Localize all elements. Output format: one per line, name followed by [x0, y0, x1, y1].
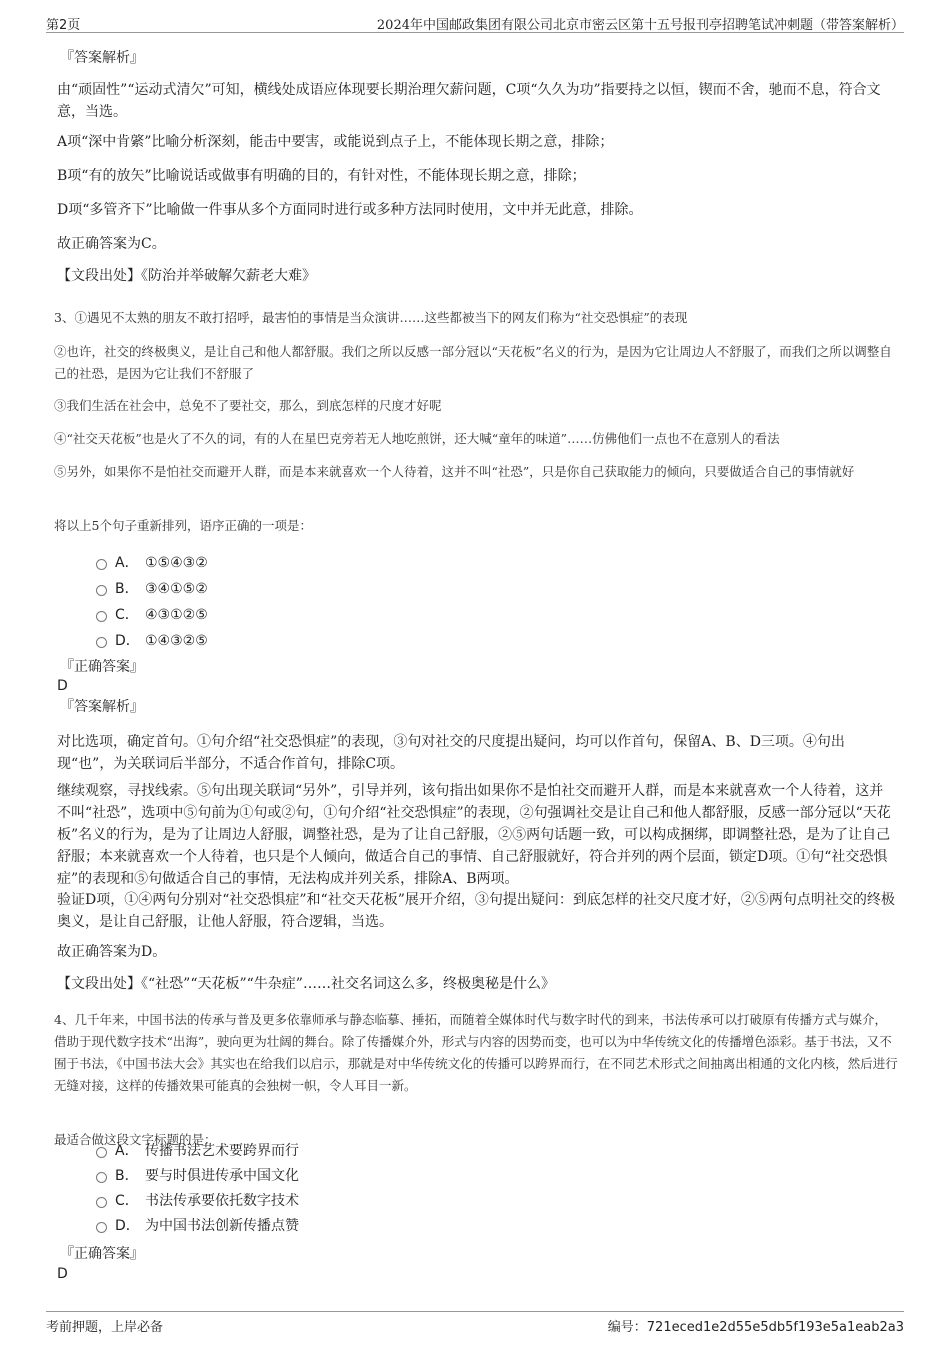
- page-header: [46, 12, 904, 33]
- question-sentence: ④“社交天花板”也是火了不久的词，有的人在星巴克旁若无人地吃煎饼，还大喊“童年的味道”……仿佛他们一点也不在意别人的看法: [54, 431, 780, 446]
- source-citation: 【文段出处】《防治并举破解欠薪老大难》: [57, 268, 316, 284]
- answer-statement: 故正确答案为D。: [57, 944, 167, 960]
- correct-answer-label: 『正确答案』: [60, 659, 144, 675]
- source-citation: 【文段出处】《“社恐”“天花板”“牛杂症”……社交名词这么多，终极奥秘是什么》: [57, 976, 555, 992]
- option-a[interactable]: A． 传播书法艺术要跨界而行: [96, 1141, 299, 1161]
- option-c[interactable]: C． ④③①②⑤: [96, 605, 208, 625]
- question-prompt: 将以上5个句子重新排列，语序正确的一项是：: [54, 518, 312, 533]
- analysis-paragraph: 由“顽固性”“运动式清欠”可知，横线处成语应体现要长期治理欠薪问题，C项“久久为功”指要持之以恒，锲而不舍，驰而不息，符合文意，当选。: [57, 82, 881, 120]
- radio-icon[interactable]: [96, 1197, 107, 1208]
- correct-answer-label: 『正确答案』: [60, 1246, 144, 1262]
- analysis-paragraph: D项“多管齐下”比喻做一件事从多个方面同时进行或多种方法同时使用，文中并无此意，排除。: [57, 202, 643, 218]
- option-b[interactable]: B． 要与时俱进传承中国文化: [96, 1166, 299, 1186]
- question-sentence: ②也许，社交的终极奥义，是让自己和他人都舒服。我们之所以反感一部分冠以“天花板”名义的行为，是因为它让周边人不舒服了，而我们之所以调整自己的社恐，是因为它让我们不舒服了: [54, 344, 892, 381]
- option-c[interactable]: C． 书法传承要依托数字技术: [96, 1191, 299, 1211]
- radio-icon[interactable]: [96, 637, 107, 648]
- correct-answer: D: [57, 1266, 68, 1282]
- footer-code: 编号：721eced1e2d55e5db5f193e5a1eab2a3: [607, 1320, 904, 1335]
- correct-answer: D: [57, 678, 68, 694]
- question-passage: 4、几千年来，中国书法的传承与普及更多依靠师承与静态临摹、捶拓，而随着全媒体时代与数字时代的到来，书法传承可以打破原有传播方式与媒介，借助于现代数字技术“出海”，驶向更为壮阔的舞台。除了传播媒介外，形式与内容的因势而变，也可以为中华传统文化的传播增色添彩。基于书法，又不囿于书法，《中国书法大会》其实也在给我们以启示，那就是对中华传统文化的传播可以跨界而行，在不同艺术形式之间抽离出相通的文化内核，然后进行无缝对接，这样的传播效果可能真的会独树一帜，令人耳目一新。: [54, 1012, 898, 1093]
- page-number: 第2页: [46, 18, 81, 33]
- question-sentence: ⑤另外，如果你不是怕社交而避开人群，而是本来就喜欢一个人待着，这并不叫“社恐”，只是你自己获取能力的倾向，只要做适合自己的事情就好: [54, 464, 855, 479]
- analysis-label: 『答案解析』: [60, 699, 144, 715]
- footer-slogan: 考前押题，上岸必备: [46, 1320, 164, 1335]
- analysis-paragraph: 继续观察，寻找线索。⑤句出现关联词“另外”，引导并列，该句指出如果你不是怕社交而避开人群，而是本来就喜欢一个人待着，这并不叫“社恐”，选项中⑤句前为①句或②句，①句介绍“社交恐惧症”的表现，②句强调社交是让自己和他人都舒服，反感一部分冠以“天花板”名义的行为，是为了让周边人舒服，调整社恐，是为了让自己舒服，②⑤两句话题一致，可以构成捆绑，即调整社恐，是为了让自己舒服；本来就喜欢一个人待着，也只是个人倾向，做适合自己的事情、自己舒服就好，符合并列的两个层面，锁定D项。①句“社交恐惧症”的表现和⑤句做适合自己的事情，无法构成并列关系，排除A、B两项。: [57, 783, 891, 887]
- question-sentence: ③我们生活在社会中，总免不了要社交，那么，到底怎样的尺度才好呢: [54, 398, 442, 413]
- question-sentence: 3、①遇见不太熟的朋友不敢打招呼，最害怕的事情是当众演讲……这些都被当下的网友们称为“社交恐惧症”的表现: [54, 310, 688, 325]
- radio-icon[interactable]: [96, 611, 107, 622]
- option-d[interactable]: D． ①④③②⑤: [96, 631, 208, 651]
- document-title: 2024年中国邮政集团有限公司北京市密云区第十五号报刊亭招聘笔试冲刺题（带答案解析）: [376, 18, 904, 33]
- analysis-paragraph: B项“有的放矢”比喻说话或做事有明确的目的，有针对性，不能体现长期之意，排除；: [57, 168, 586, 184]
- radio-icon[interactable]: [96, 1222, 107, 1233]
- radio-icon[interactable]: [96, 1147, 107, 1158]
- page-footer: [46, 1311, 904, 1336]
- radio-icon[interactable]: [96, 559, 107, 570]
- question-prompt: 最适合做这段文字标题的是：: [54, 1132, 217, 1147]
- radio-icon[interactable]: [96, 585, 107, 596]
- radio-icon[interactable]: [96, 1172, 107, 1183]
- option-a[interactable]: A． ①⑤④③②: [96, 553, 208, 573]
- analysis-label: 『答案解析』: [60, 50, 144, 66]
- analysis-paragraph: 验证D项，①④两句分别对“社交恐惧症”和“社交天花板”展开介绍，③句提出疑问：到底怎样的社交尺度才好，②⑤两句点明社交的终极奥义，是让自己舒服，让他人舒服，符合逻辑，当选。: [57, 892, 895, 930]
- option-d[interactable]: D． 为中国书法创新传播点赞: [96, 1216, 299, 1236]
- answer-statement: 故正确答案为C。: [57, 236, 166, 252]
- analysis-paragraph: 对比选项，确定首句。①句介绍“社交恐惧症”的表现，③句对社交的尺度提出疑问，均可以作首句，保留A、B、D三项。④句出现“也”，为关联词后半部分，不适合作首句，排除C项。: [57, 734, 845, 772]
- analysis-paragraph: A项“深中肯綮”比喻分析深刻，能击中要害，或能说到点子上，不能体现长期之意，排除；: [57, 134, 614, 150]
- option-b[interactable]: B． ③④①⑤②: [96, 579, 208, 599]
